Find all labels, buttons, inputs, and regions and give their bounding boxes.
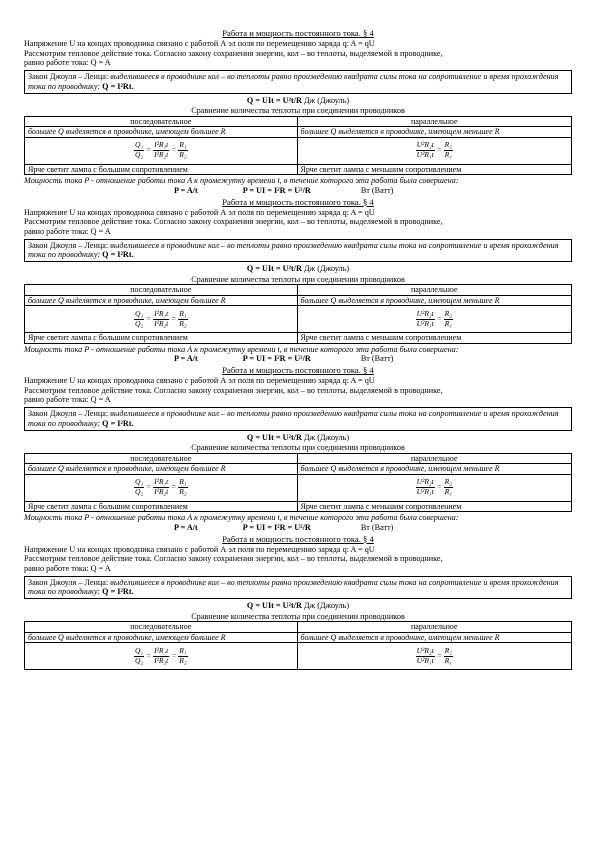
col-header-series: последовательное	[25, 116, 298, 126]
fraction: $\frac{\text{U²R₂t}}{\text{U²R₁t}}$	[416, 477, 434, 497]
joule-lenz-law-box	[24, 407, 572, 430]
series-bright: Ярче светит лампа с большим сопротивлением	[25, 164, 298, 174]
parallel-formula: $\frac{\text{U²R₂t}}{\text{U²R₁t}}$ = $\frac{\text{R₂}}{\text{R₁}}$	[297, 474, 571, 501]
main-formula-text: Q = UIt = U²t/R	[246, 264, 302, 273]
section-2	[24, 197, 572, 365]
law-text: выделившееся в проводнике кол – во теплоты равно произведению квадрата силы тока на сопротивление и время прохождения тока по проводнику:	[28, 409, 559, 428]
law-label: Закон Джоуля – Ленца:	[28, 577, 109, 587]
series-rule: большее Q выделяется в проводнике, имеющем большее R	[25, 632, 298, 642]
compare-title: Сравнение количества теплоты при соединении проводников	[191, 443, 405, 453]
col-header-parallel: параллельное	[297, 116, 571, 126]
fraction: $\frac{\text{R₁}}{\text{R₂}}$	[179, 645, 187, 665]
text-line: Напряжение U на концах проводника связано с работой А эл поля по перемещению заряда q: A = qU	[24, 207, 375, 217]
text-line: равно работе тока: Q = A	[24, 563, 111, 573]
section-title: Работа и мощность постоянного тока. § 4	[222, 533, 374, 544]
fraction: $\frac{\text{Q₁}}{\text{Q₂}}$	[135, 645, 144, 665]
compare-title: Сравнение количества теплоты при соединении проводников	[191, 611, 405, 621]
col-header-series: последовательное	[25, 453, 298, 463]
power-definition: Мощность тока P - отношение работы тока A к промежутку времени t, в течение которого эта работа была совершена:	[24, 513, 459, 523]
fraction: $\frac{\text{R₂}}{\text{R₁}}$	[444, 645, 452, 665]
law-formula: Q = I²Rt.	[100, 81, 134, 91]
document-page	[24, 28, 572, 670]
main-formula-text: Q = UIt = U²t/R	[246, 95, 302, 105]
parallel-rule: большее Q выделяется в проводнике, имеющем меньшее R	[297, 464, 571, 474]
law-label: Закон Джоуля – Ленца:	[28, 72, 109, 82]
section-title: Работа и мощность постоянного тока. § 4	[222, 196, 374, 207]
power-formula-1: P = A/t	[174, 354, 198, 364]
parallel-formula: $\frac{\text{U²R₂t}}{\text{U²R₁t}}$ = $\frac{\text{R₂}}{\text{R₁}}$	[297, 643, 571, 670]
fraction: $\frac{\text{R₁}}{\text{R₂}}$	[179, 140, 187, 160]
col-header-parallel: параллельное	[297, 622, 571, 632]
main-formula-unit: Дж (Джоуль)	[301, 432, 350, 442]
main-formula-unit: Дж (Джоуль)	[301, 601, 350, 610]
text-line: Рассмотрим тепловое действие тока. Согласно закону сохранения энергии, кол – во теплоты, выделяемой в проводнике,	[24, 554, 443, 564]
joule-lenz-law-box	[24, 576, 572, 599]
parallel-bright: Ярче светит лампа с меньшим сопротивлением	[297, 333, 571, 343]
section-title: Работа и мощность постоянного тока. § 4	[222, 28, 374, 38]
text-line: Напряжение U на концах проводника связано с работой А эл поля по перемещению заряда q: A = qU	[24, 39, 375, 49]
series-rule: большее Q выделяется в проводнике, имеющем большее R	[25, 127, 298, 137]
parallel-rule: большее Q выделяется в проводнике, имеющем меньшее R	[297, 295, 571, 305]
parallel-bright: Ярче светит лампа с меньшим сопротивлением	[297, 164, 571, 174]
parallel-formula: $\frac{\text{U²R₂t}}{\text{U²R₁t}}$ = $\frac{\text{R₂}}{\text{R₁}}$	[297, 137, 571, 164]
col-header-series: последовательное	[25, 285, 298, 295]
comparison-table	[24, 453, 572, 512]
section-1	[24, 28, 572, 196]
series-formula: $\frac{\text{Q₁}}{\text{Q₂}}$ = $\frac{\text{I²R₁t}}{\text{I²R₂t}}$ = $\frac{\text{R₁}}{\text{R₂}}$	[25, 306, 298, 333]
series-bright: Ярче светит лампа с большим сопротивлением	[25, 501, 298, 511]
law-label: Закон Джоуля – Ленца:	[28, 240, 109, 250]
fraction: $\frac{\text{I²R₁t}}{\text{I²R₂t}}$	[154, 477, 169, 497]
power-definition: Мощность тока P - отношение работы тока A к промежутку времени t, в течение которого эта работа была совершена:	[24, 344, 459, 354]
law-label: Закон Джоуля – Ленца:	[28, 409, 109, 419]
comparison-table	[24, 284, 572, 343]
fraction: $\frac{\text{I²R₁t}}{\text{I²R₂t}}$	[154, 645, 169, 665]
power-formula-1: P = A/t	[174, 185, 198, 195]
col-header-series: последовательное	[25, 622, 298, 632]
fraction: $\frac{\text{R₂}}{\text{R₁}}$	[444, 140, 452, 160]
power-formula-2: P = UI = I²R = U²/R	[242, 185, 311, 195]
fraction: $\frac{\text{I²R₁t}}{\text{I²R₂t}}$	[154, 308, 169, 328]
series-formula: $\frac{\text{Q₁}}{\text{Q₂}}$ = $\frac{\text{I²R₁t}}{\text{I²R₂t}}$ = $\frac{\text{R₁}}{\text{R₂}}$	[25, 137, 298, 164]
main-formula	[24, 601, 572, 611]
law-text: выделившееся в проводнике кол – во теплоты равно произведению квадрата силы тока на сопротивление и время прохождения тока по проводнику:	[28, 577, 559, 597]
parallel-formula: $\frac{\text{U²R₂t}}{\text{U²R₁t}}$ = $\frac{\text{R₂}}{\text{R₁}}$	[297, 306, 571, 333]
main-formula-unit: Дж (Джоуль)	[301, 264, 350, 273]
fraction: $\frac{\text{Q₁}}{\text{Q₂}}$	[135, 308, 144, 328]
text-line: равно работе тока: Q = A	[24, 395, 111, 405]
compare-title: Сравнение количества теплоты при соединении проводников	[191, 274, 405, 284]
text-line: Напряжение U на концах проводника связано с работой А эл поля по перемещению заряда q: A = qU	[24, 376, 375, 386]
power-unit: Вт (Ватт)	[360, 522, 394, 532]
law-formula: Q = I²Rt.	[100, 418, 134, 428]
fraction: $\frac{\text{I²R₁t}}{\text{I²R₂t}}$	[154, 140, 169, 160]
text-line: Рассмотрим тепловое действие тока. Согласно закону сохранения энергии, кол – во теплоты, выделяемой в проводнике,	[24, 48, 443, 58]
compare-title: Сравнение количества теплоты при соединении проводников	[191, 106, 405, 116]
main-formula	[24, 96, 572, 106]
text-line: Рассмотрим тепловое действие тока. Согласно закону сохранения энергии, кол – во теплоты, выделяемой в проводнике,	[24, 385, 443, 395]
fraction: $\frac{\text{R₁}}{\text{R₂}}$	[179, 477, 187, 497]
fraction: $\frac{\text{U²R₂t}}{\text{U²R₁t}}$	[416, 308, 434, 328]
section-3	[24, 365, 572, 533]
text-line: равно работе тока: Q = A	[24, 226, 111, 236]
fraction: $\frac{\text{U²R₂t}}{\text{U²R₁t}}$	[416, 645, 434, 665]
power-formula-1: P = A/t	[174, 522, 198, 532]
text-line: Напряжение U на концах проводника связано с работой А эл поля по перемещению заряда q: A = qU	[24, 544, 375, 554]
power-formula-2: P = UI = I²R = U²/R	[242, 522, 311, 532]
text-line: Рассмотрим тепловое действие тока. Согласно закону сохранения энергии, кол – во теплоты, выделяемой в проводнике,	[24, 217, 443, 227]
series-rule: большее Q выделяется в проводнике, имеющем большее R	[25, 464, 298, 474]
power-unit: Вт (Ватт)	[360, 354, 394, 364]
series-rule: большее Q выделяется в проводнике, имеющем большее R	[25, 295, 298, 305]
power-definition: Мощность тока P - отношение работы тока A к промежутку времени t, в течение которого эта работа была совершена:	[24, 176, 459, 186]
parallel-rule: большее Q выделяется в проводнике, имеющем меньшее R	[297, 127, 571, 137]
parallel-bright: Ярче светит лампа с меньшим сопротивлением	[297, 501, 571, 511]
fraction: $\frac{\text{R₂}}{\text{R₁}}$	[444, 308, 452, 328]
col-header-parallel: параллельное	[297, 285, 571, 295]
fraction: $\frac{\text{R₂}}{\text{R₁}}$	[444, 477, 452, 497]
power-formulas	[24, 186, 572, 196]
fraction: $\frac{\text{Q₁}}{\text{Q₂}}$	[135, 140, 144, 160]
main-formula-unit: Дж (Джоуль)	[301, 95, 350, 105]
main-formula-text: Q = UIt = U²t/R	[246, 432, 302, 442]
comparison-table	[24, 621, 572, 670]
law-text: выделившееся в проводнике кол – во теплоты равно произведению квадрата силы тока на сопротивление и время прохождения тока по проводнику:	[28, 240, 559, 260]
comparison-table	[24, 116, 572, 175]
col-header-parallel: параллельное	[297, 453, 571, 463]
fraction: $\frac{\text{U²R₂t}}{\text{U²R₁t}}$	[416, 140, 434, 160]
series-formula: $\frac{\text{Q₁}}{\text{Q₂}}$ = $\frac{\text{I²R₁t}}{\text{I²R₂t}}$ = $\frac{\text{R₁}}{\text{R₂}}$	[25, 643, 298, 670]
joule-lenz-law-box	[24, 239, 572, 262]
power-formula-2: P = UI = I²R = U²/R	[242, 354, 311, 364]
law-formula: Q = I²Rt.	[100, 250, 134, 260]
main-formula-text: Q = UIt = U²t/R	[246, 601, 302, 610]
main-formula	[24, 264, 572, 274]
power-unit: Вт (Ватт)	[360, 185, 394, 195]
section-title: Работа и мощность постоянного тока. § 4	[222, 365, 374, 375]
power-formulas	[24, 523, 572, 533]
parallel-rule: большее Q выделяется в проводнике, имеющем меньшее R	[297, 632, 571, 642]
main-formula	[24, 433, 572, 443]
series-bright: Ярче светит лампа с большим сопротивлением	[25, 333, 298, 343]
section-4	[24, 534, 572, 671]
joule-lenz-law-box	[24, 70, 572, 93]
fraction: $\frac{\text{R₁}}{\text{R₂}}$	[179, 308, 187, 328]
fraction: $\frac{\text{Q₁}}{\text{Q₂}}$	[135, 477, 144, 497]
text-line: равно работе тока: Q = A	[24, 58, 111, 68]
law-text: выделившееся в проводнике кол – во теплоты равно произведению квадрата силы тока на сопротивление и время прохождения тока по проводнику:	[28, 72, 559, 91]
law-formula: Q = I²Rt.	[100, 587, 134, 597]
series-formula: $\frac{\text{Q₁}}{\text{Q₂}}$ = $\frac{\text{I²R₁t}}{\text{I²R₂t}}$ = $\frac{\text{R₁}}{\text{R₂}}$	[25, 474, 298, 501]
power-formulas	[24, 354, 572, 364]
